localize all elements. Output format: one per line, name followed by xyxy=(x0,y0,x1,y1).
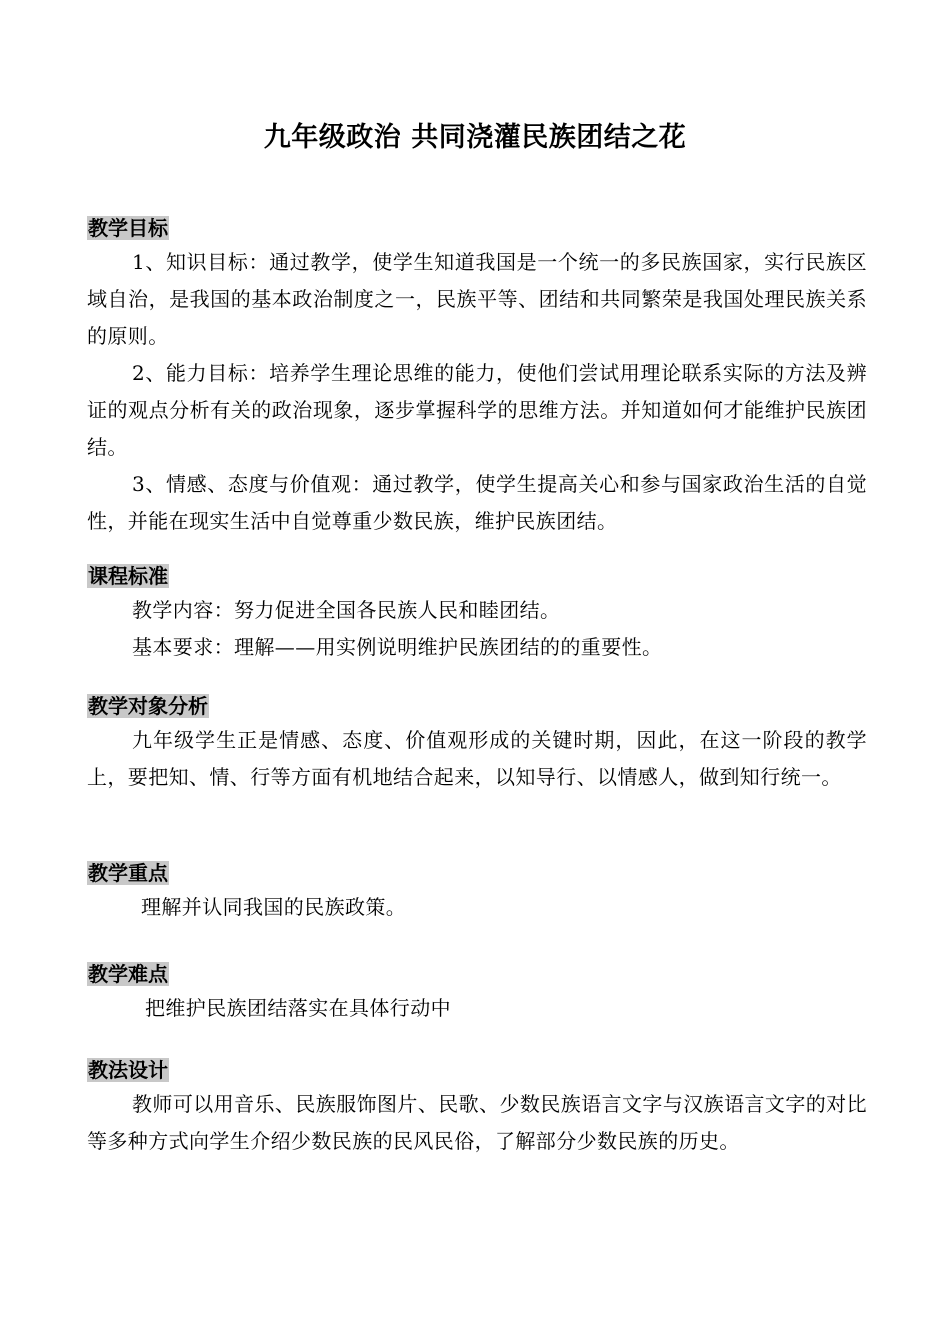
section-heading: 课程标准 xyxy=(88,564,168,588)
section-difficulty xyxy=(87,962,867,1027)
page-title: 九年级政治 共同浇灌民族团结之花 xyxy=(263,122,687,153)
section-heading: 教学难点 xyxy=(88,962,168,986)
section-heading: 教学重点 xyxy=(88,861,168,885)
paragraph: 理解并认同我国的民族政策。 xyxy=(141,895,407,919)
paragraph: 3、情感、态度与价值观：通过教学，使学生提高关心和参与国家政治生活的自觉性，并能在现实生活中自觉尊重少数民族，维护民族团结。 xyxy=(87,472,867,533)
paragraph: 1、知识目标：通过教学，使学生知道我国是一个统一的多民族国家，实行民族区域自治，是我国的基本政治制度之一，民族平等、团结和共同繁荣是我国处理民族关系的原则。 xyxy=(87,250,867,348)
paragraph: 2、能力目标：培养学生理论思维的能力，使他们尝试用理论联系实际的方法及辨证的观点分析有关的政治现象，逐步掌握科学的思维方法。并知道如何才能维护民族团结。 xyxy=(87,361,867,459)
paragraph: 教学内容：努力促进全国各民族人民和睦团结。 xyxy=(132,598,561,622)
paragraph: 九年级学生正是情感、态度、价值观形成的关键时期，因此，在这一阶段的教学上，要把知、情、行等方面有机地结合起来，以知导行、以情感人，做到知行统一。 xyxy=(87,728,867,789)
section-heading: 教法设计 xyxy=(88,1058,168,1082)
paragraph: 教师可以用音乐、民族服饰图片、民歌、少数民族语言文字与汉族语言文字的对比等多种方式向学生介绍少数民族的民风民俗，了解部分少数民族的历史。 xyxy=(87,1092,867,1153)
section-standard xyxy=(87,564,867,666)
section-heading: 教学对象分析 xyxy=(88,694,208,718)
section-objectives xyxy=(87,216,867,540)
section-heading: 教学目标 xyxy=(88,216,168,240)
section-method xyxy=(87,1058,867,1160)
section-key-point xyxy=(87,861,867,926)
paragraph: 基本要求：理解——用实例说明维护民族团结的的重要性。 xyxy=(132,635,663,659)
section-analysis xyxy=(87,694,867,796)
paragraph: 把维护民族团结落实在具体行动中 xyxy=(145,996,451,1020)
